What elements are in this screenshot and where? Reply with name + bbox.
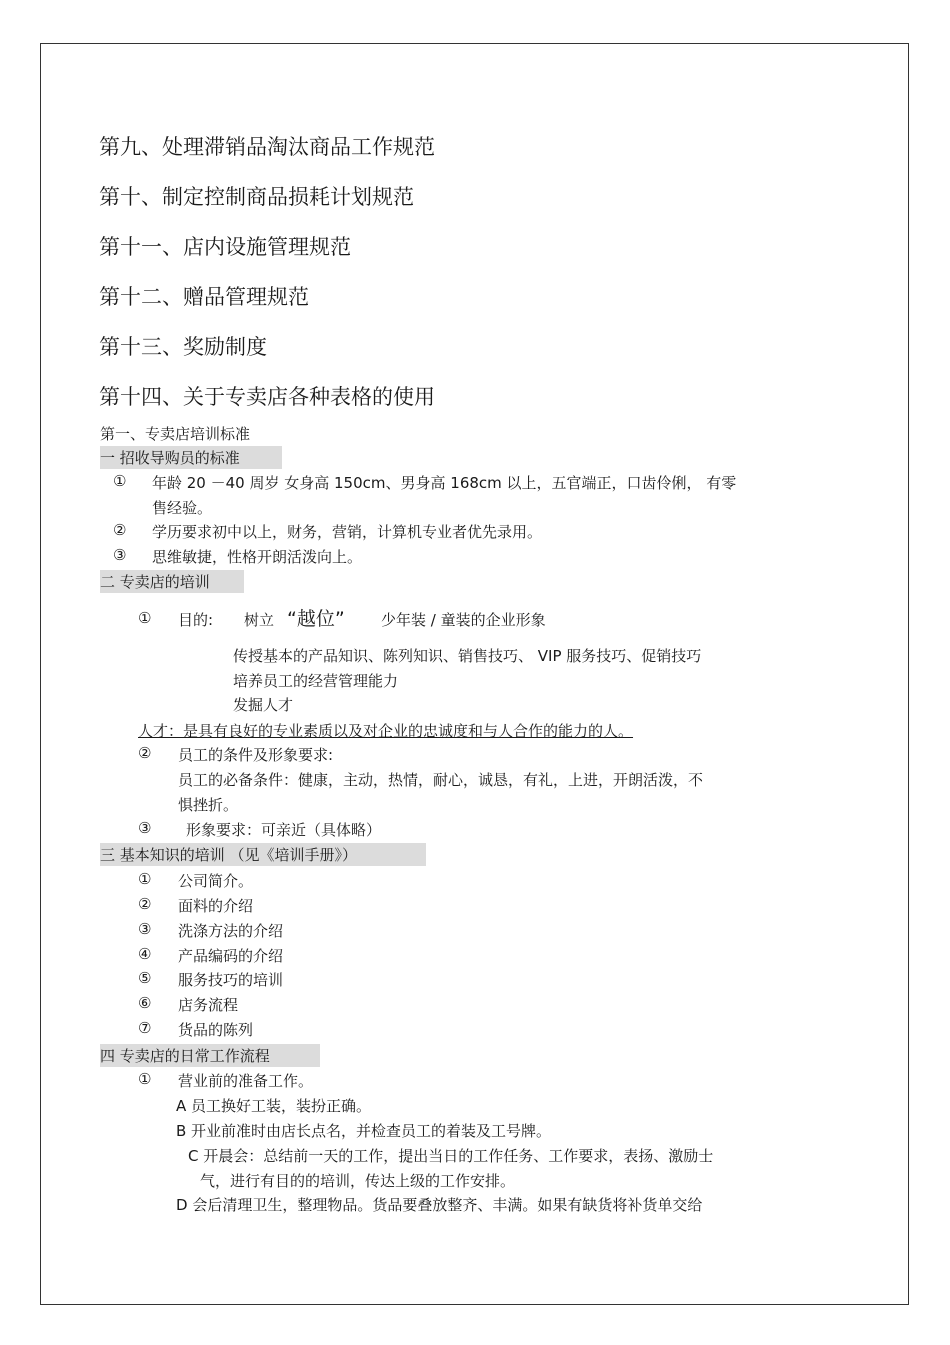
list-number: ① <box>138 1070 152 1088</box>
talent-definition: 人才：是具有良好的专业素质以及对企业的忠诚度和与人合作的能力的人。 <box>138 722 634 740</box>
step-a: A 员工换好工装，装扮正确。 <box>176 1097 372 1115</box>
purpose-line: 发掘人才 <box>233 696 294 714</box>
step-c: C 开晨会：总结前一天的工作，提出当日的工作任务、工作要求，表扬、激励士 <box>188 1147 714 1165</box>
list-item: 学历要求初中以上，财务，营销，计算机专业者优先录用。 <box>152 523 543 541</box>
step-b: B 开业前准时由店长点名，并检查员工的着装及工号牌。 <box>176 1122 552 1140</box>
list-number: ⑥ <box>138 994 152 1012</box>
step-c-continued: 气，进行有目的的培训，传达上级的工作安排。 <box>200 1172 516 1190</box>
list-number: ① <box>113 472 127 490</box>
purpose-text: 少年装 / 童装的企业形象 <box>381 611 546 629</box>
list-number: ① <box>138 870 152 888</box>
list-item: 货品的陈列 <box>178 1021 254 1039</box>
brand-name: “越位” <box>287 608 345 630</box>
section-heading: 一 招收导购员的标准 <box>100 446 282 469</box>
list-item: 年龄 20 －40 周岁 女身高 150cm、男身高 168cm 以上，五官端正，口齿伶俐， 有零 <box>152 474 737 492</box>
requirement-detail-continued: 惧挫折。 <box>178 796 239 814</box>
list-item: 营业前的准备工作。 <box>178 1072 314 1090</box>
section-heading: 二 专卖店的培训 <box>100 570 244 593</box>
list-item: 思维敏捷，性格开朗活泼向上。 <box>152 548 363 566</box>
purpose-text: 树立 <box>244 611 275 629</box>
purpose-line: 培养员工的经营管理能力 <box>233 672 399 690</box>
toc-item: 第十二、赠品管理规范 <box>99 285 309 309</box>
step-d: D 会后清理卫生，整理物品。货品要叠放整齐、丰满。如果有缺货将补货单交给 <box>176 1196 703 1214</box>
toc-item: 第十、制定控制商品损耗计划规范 <box>99 185 414 209</box>
list-item-continued: 售经验。 <box>152 499 213 517</box>
list-number: ② <box>138 895 152 913</box>
image-requirement: 形象要求：可亲近（具体略） <box>186 821 382 839</box>
list-number: ② <box>113 521 127 539</box>
toc-item: 第九、处理滞销品淘汰商品工作规范 <box>99 135 435 159</box>
requirement-detail: 员工的必备条件：健康，主动，热情，耐心，诚恳，有礼，上进，开朗活泼，不 <box>178 771 704 789</box>
list-item: 洗涤方法的介绍 <box>178 922 284 940</box>
section-heading: 三 基本知识的培训 （见《培训手册》） <box>100 843 426 866</box>
list-item: 公司简介。 <box>178 872 254 890</box>
list-number: ⑦ <box>138 1019 152 1037</box>
list-item: 产品编码的介绍 <box>178 947 284 965</box>
toc-item: 第十一、店内设施管理规范 <box>99 235 351 259</box>
toc-item: 第十四、关于专卖店各种表格的使用 <box>99 385 435 409</box>
requirement-title: 员工的条件及形象要求: <box>178 746 334 764</box>
list-number: ③ <box>113 546 127 564</box>
list-item: 面料的介绍 <box>178 897 254 915</box>
list-number: ③ <box>138 920 152 938</box>
chapter-title: 第一、专卖店培训标准 <box>100 425 251 443</box>
list-number: ⑤ <box>138 969 152 987</box>
section-heading: 四 专卖店的日常工作流程 <box>100 1044 320 1067</box>
list-item: 服务技巧的培训 <box>178 971 284 989</box>
list-number: ① <box>138 609 152 627</box>
purpose-line: 传授基本的产品知识、陈列知识、销售技巧、 VIP 服务技巧、促销技巧 <box>233 647 702 665</box>
list-item: 店务流程 <box>178 996 239 1014</box>
purpose-label: 目的: <box>178 611 214 629</box>
list-number: ③ <box>138 819 152 837</box>
list-number: ② <box>138 744 152 762</box>
toc-item: 第十三、奖励制度 <box>99 335 267 359</box>
list-number: ④ <box>138 945 152 963</box>
